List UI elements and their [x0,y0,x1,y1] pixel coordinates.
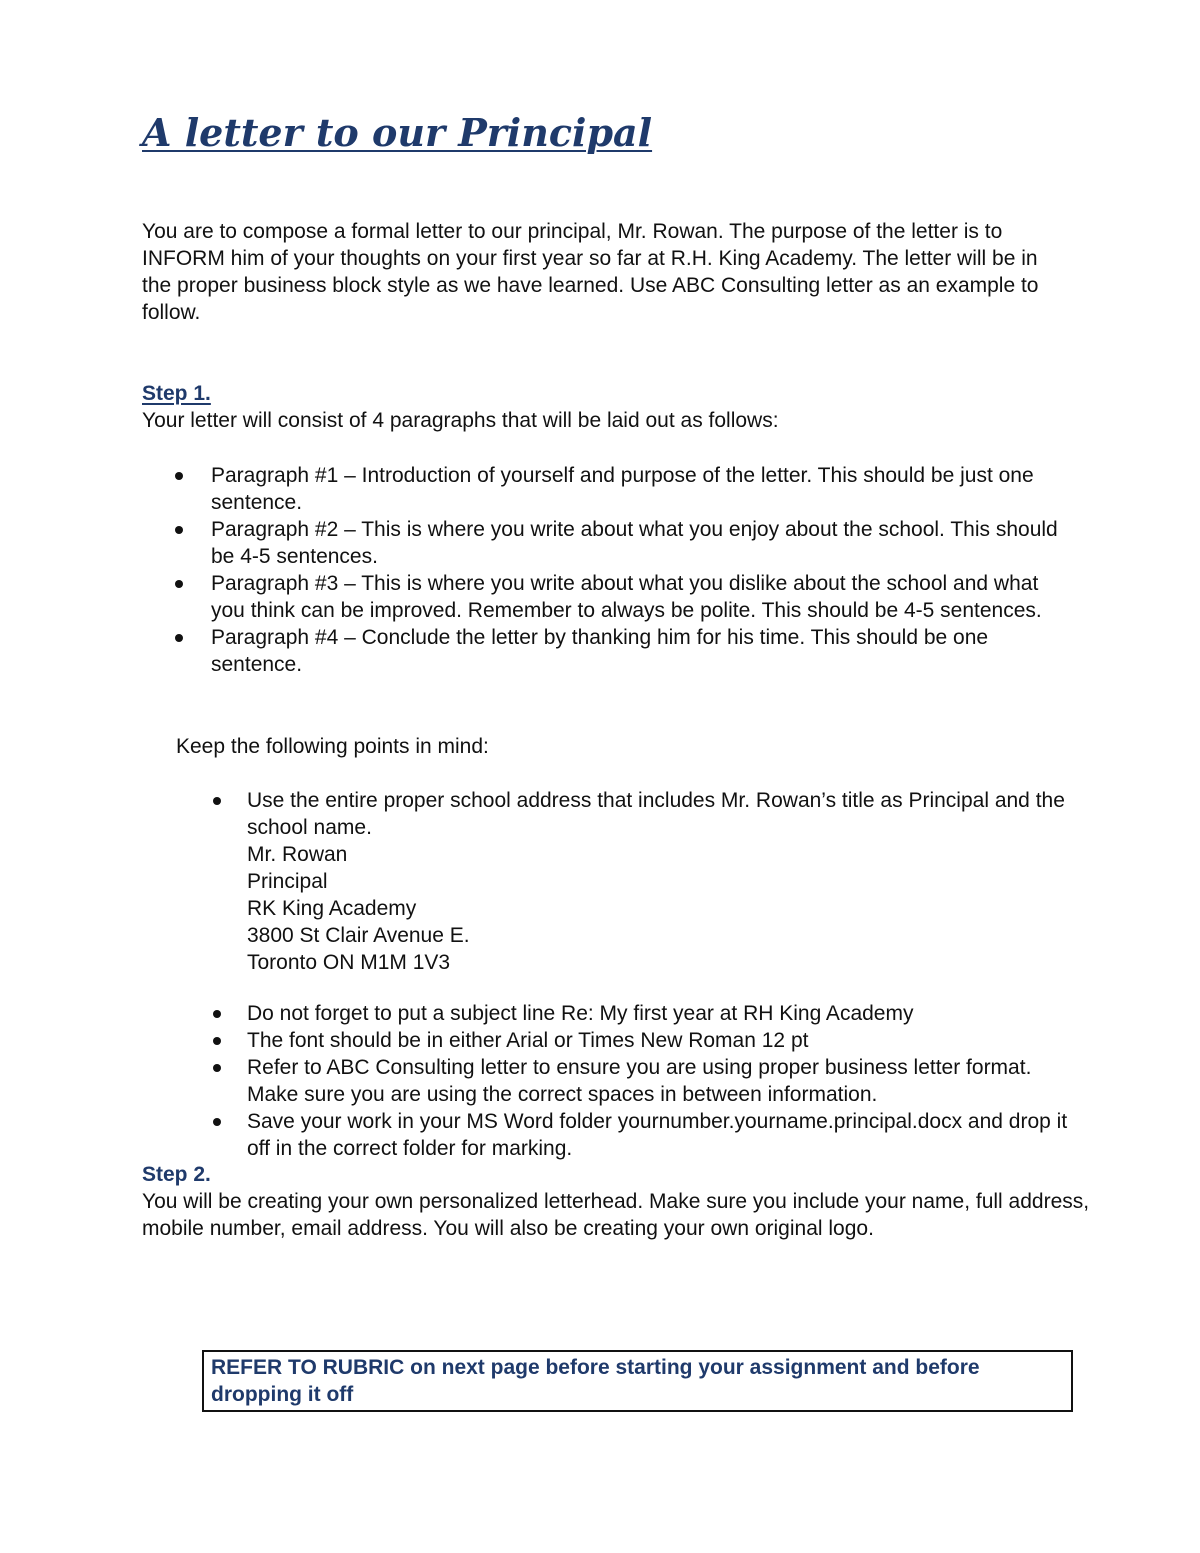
list-item [247,787,1087,976]
paragraph-4-instruction: Paragraph #4 – Conclude the letter by thanking him for his time. This should be one sentence. [211,626,989,676]
rubric-note-box: REFER TO RUBRIC on next page before starting your assignment and before dropping it off [202,1350,1073,1412]
address-line: Principal [247,870,328,893]
save-instruction: Save your work in your MS Word folder yournumber.yourname.principal.docx and drop it off in the correct folder for marking. [247,1110,1068,1160]
address-line: RK King Academy [247,897,417,920]
bullet-icon [213,1010,221,1018]
address-line: Mr. Rowan [247,843,348,866]
list-item [247,1000,1087,1027]
bullet-icon [213,1118,221,1126]
step1-heading: Step 1. [142,382,211,405]
address-line: 3800 St Clair Avenue E. [247,924,470,947]
bullet-icon [213,797,221,805]
bullet-icon [175,472,183,480]
bullet-icon [213,1037,221,1045]
paragraph-3-instruction: Paragraph #3 – This is where you write about what you dislike about the school and what you think can be improved. Remember to always be polite. This should be 4-5 sentences. [211,572,1042,622]
step1-text: Your letter will consist of 4 paragraphs that will be laid out as follows: [142,409,779,432]
intro-paragraph: You are to compose a formal letter to our principal, Mr. Rowan. The purpose of the letter is to INFORM him of your thoughts on your first year so far at R.H. King Academy. The letter will be in the proper business block style as we have learned. Use ABC Consulting letter as an example to follow. [142,220,1039,324]
school-address [247,841,1087,976]
list-item [211,516,1071,570]
step2-text: You will be creating your own personalized letterhead. Make sure you include your name, full address, mobile number, email address. You will also be creating your own original logo. [142,1190,1090,1240]
format-instruction: Refer to ABC Consulting letter to ensure you are using proper business letter format. Make sure you are using the correct spaces in between information. [247,1056,1032,1106]
keep-in-mind-heading: Keep the following points in mind: [176,735,489,758]
list-item [247,1054,1087,1108]
bullet-icon [175,580,183,588]
paragraph-1-instruction: Paragraph #1 – Introduction of yourself and purpose of the letter. This should be just one sentence. [211,464,1034,514]
address-line: Toronto ON M1M 1V3 [247,951,451,974]
paragraph-list [211,462,1071,678]
list-item [211,462,1071,516]
subject-line-instruction: Do not forget to put a subject line Re: My first year at RH King Academy [247,1002,914,1025]
list-item [211,570,1071,624]
points-list [247,787,1087,1162]
document-title: A letter to our Principal [142,110,653,155]
step2-heading: Step 2. [142,1163,211,1186]
list-item [211,624,1071,678]
paragraph-2-instruction: Paragraph #2 – This is where you write about what you enjoy about the school. This should be 4-5 sentences. [211,518,1058,568]
bullet-icon [175,634,183,642]
bullet-icon [175,526,183,534]
list-item [247,1027,1087,1054]
font-instruction: The font should be in either Arial or Times New Roman 12 pt [247,1029,809,1052]
address-instruction: Use the entire proper school address that includes Mr. Rowan’s title as Principal and the school name. [247,789,1065,839]
bullet-icon [213,1064,221,1072]
list-item [247,1108,1087,1162]
